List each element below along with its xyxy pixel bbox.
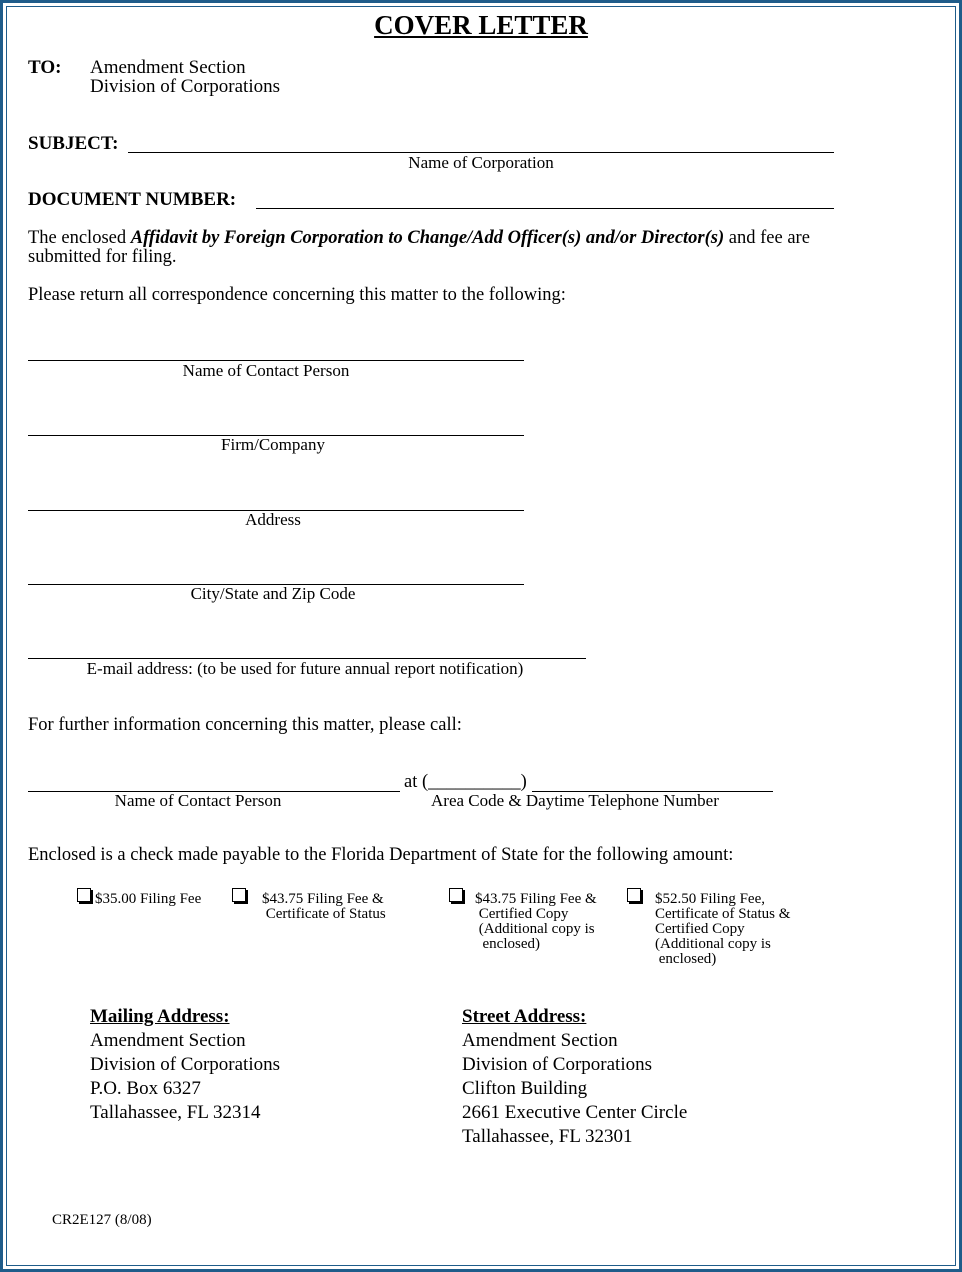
to-line-1: Amendment Section — [90, 57, 246, 78]
enclosed-document-title: Affidavit by Foreign Corporation to Change/Add Officer(s) and/or Director(s) — [130, 228, 725, 248]
to-line-2: Division of Corporations — [90, 76, 280, 97]
document-number-label: DOCUMENT NUMBER: — [28, 189, 237, 210]
further-info-text: For further information concerning this matter, please call: — [28, 715, 462, 735]
fee-35-label: $35.00 Filing Fee — [95, 891, 202, 907]
mailing-address-line: Tallahassee, FL 32314 — [90, 1102, 261, 1123]
subject-label: SUBJECT: — [28, 133, 119, 154]
contact-name-caption: Name of Contact Person — [182, 361, 350, 380]
street-address-line: Tallahassee, FL 32301 — [462, 1126, 633, 1147]
fee-43-copy-checkbox[interactable] — [449, 888, 463, 902]
city-state-zip-caption: City/State and Zip Code — [190, 584, 356, 603]
telephone-caption: Area Code & Daytime Telephone Number — [431, 791, 719, 810]
street-address-block — [462, 1005, 687, 1149]
area-code-field[interactable]: at (__________) — [404, 772, 527, 792]
firm-company-caption: Firm/Company — [221, 435, 325, 454]
call-contact-name-caption: Name of Contact Person — [114, 791, 282, 810]
enclosed-suffix: and fee are — [724, 228, 810, 248]
street-address-line: Clifton Building — [462, 1078, 588, 1099]
page-title: COVER LETTER — [374, 10, 588, 40]
form-code: CR2E127 (8/08) — [52, 1212, 152, 1228]
fee-52-label: $52.50 Filing Fee, Certificate of Status & Certified Copy (Additional copy is enclosed) — [655, 891, 791, 967]
mailing-address-heading: Mailing Address: — [90, 1006, 230, 1027]
fee-35-checkbox[interactable] — [77, 888, 91, 902]
mailing-address-line: P.O. Box 6327 — [90, 1078, 201, 1099]
street-address-line: 2661 Executive Center Circle — [462, 1102, 688, 1123]
enclosed-line-2: submitted for filing. — [28, 247, 177, 267]
address-caption: Address — [245, 510, 301, 529]
email-caption: E-mail address: (to be used for future annual report notification) — [86, 659, 524, 678]
check-payable-text: Enclosed is a check made payable to the Florida Department of State for the following amount: — [28, 845, 734, 865]
street-address-heading: Street Address: — [462, 1006, 587, 1027]
street-address-line: Amendment Section — [462, 1030, 618, 1051]
subject-caption: Name of Corporation — [408, 153, 554, 172]
return-instructions: Please return all correspondence concerning this matter to the following: — [28, 285, 566, 305]
mailing-address-line: Division of Corporations — [90, 1054, 280, 1075]
fee-43-status-checkbox[interactable] — [232, 888, 246, 902]
fee-43-status-label: $43.75 Filing Fee & Certificate of Status — [262, 891, 386, 922]
mailing-address-line: Amendment Section — [90, 1030, 246, 1051]
enclosed-prefix: The enclosed — [28, 228, 131, 248]
enclosed-line-1 — [28, 228, 810, 249]
mailing-address-block — [90, 1005, 280, 1125]
to-label: TO: — [28, 57, 62, 78]
street-address-line: Division of Corporations — [462, 1054, 652, 1075]
fee-52-checkbox[interactable] — [627, 888, 641, 902]
fee-43-copy-label: $43.75 Filing Fee & Certified Copy (Additional copy is enclosed) — [475, 891, 597, 952]
document-number-field[interactable] — [256, 208, 834, 209]
